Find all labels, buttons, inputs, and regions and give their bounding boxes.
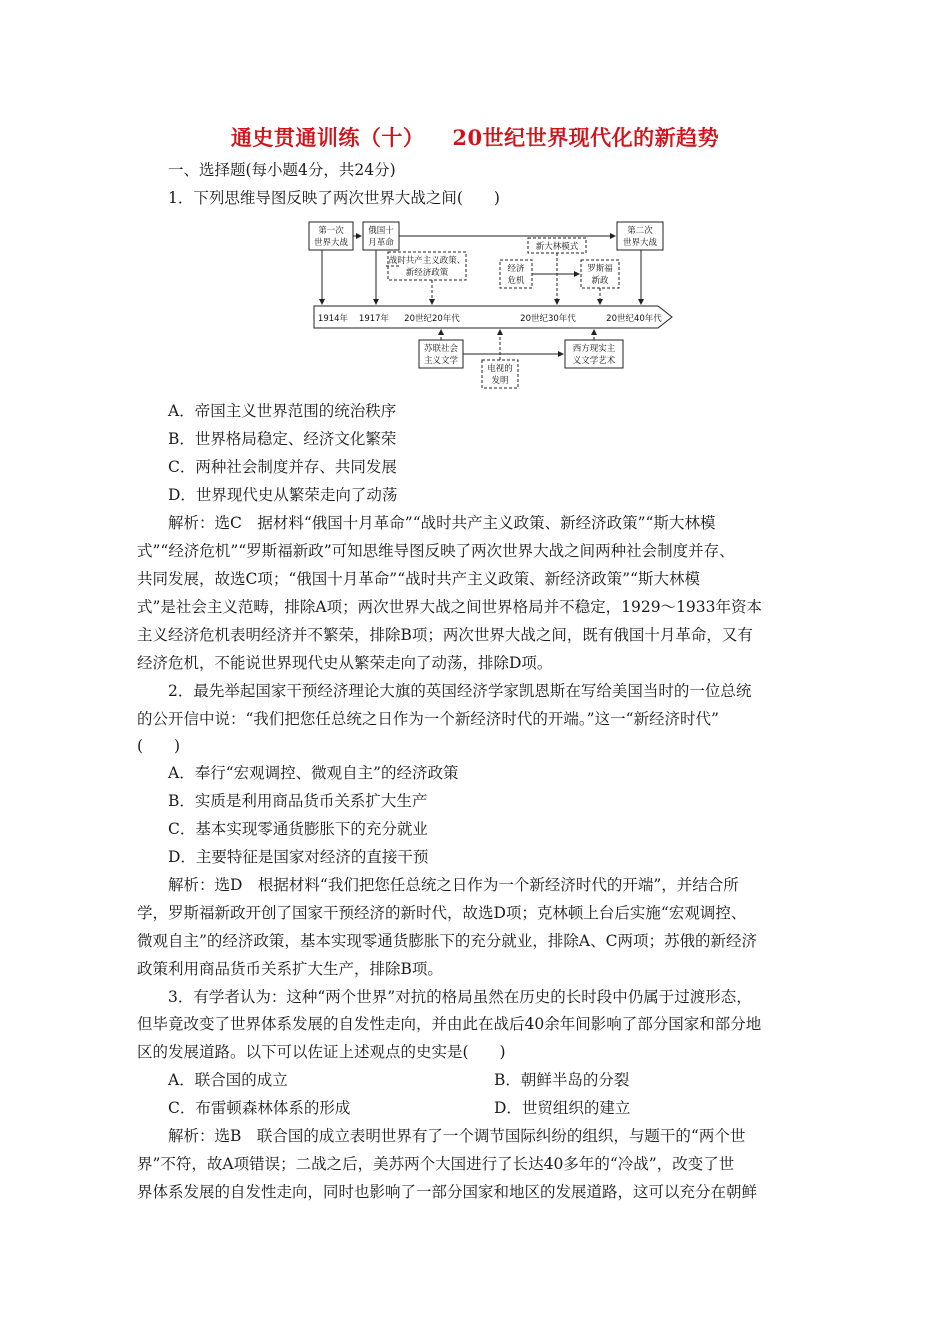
q2-option-b: B．实质是利用商品货币关系扩大生产: [168, 792, 428, 810]
mind-map-diagram: [300, 214, 680, 394]
q2-analysis-2: 学，罗斯福新政开创了国家干预经济的新时代，故选D项；克林顿上台后实施“宏观调控、: [137, 904, 747, 922]
q1-analysis-2: 式”“经济危机”“罗斯福新政”可知思维导图反映了两次世界大战之间两种社会制度并存、: [137, 542, 735, 560]
label-ww1-2: 世界大战: [313, 238, 349, 248]
label-west-lit-2: 义文学艺术: [572, 356, 616, 366]
q1-option-b: B．世界格局稳定、经济文化繁荣: [168, 430, 397, 448]
q1-analysis-6: 经济危机，不能说世界现代史从繁荣走向了动荡，排除D项。: [137, 654, 553, 672]
timeline-1914: 1914年: [317, 314, 349, 324]
label-roosevelt-1: 罗斯福: [587, 264, 613, 274]
q3-option-c: C．布雷顿森林体系的形成: [168, 1099, 351, 1117]
label-ww2-1: 第二次: [627, 226, 653, 236]
q3-option-d: D．世贸组织的建立: [494, 1099, 631, 1117]
label-soviet-lit-1: 苏联社会: [423, 344, 459, 354]
page-title: [0, 122, 950, 152]
q3-stem-1: 3．有学者认为：这种“两个世界”对抗的格局虽然在历史的长时段中仍属于过渡形态，: [168, 988, 752, 1006]
q2-stem-3: ( ): [137, 737, 181, 755]
q1-analysis-1: 解析：选C 据材料“俄国十月革命”“战时共产主义政策、新经济政策”“斯大林模: [168, 514, 716, 532]
q3-stem-3: 区的发展道路。以下可以佐证上述观点的史实是( ): [137, 1043, 506, 1061]
q1-option-d: D．世界现代史从繁荣走向了动荡: [168, 486, 398, 504]
label-tv-1: 电视的: [487, 364, 513, 374]
label-oct-2: 月革命: [368, 238, 394, 248]
q3-analysis-2: 界”不符，故A项错误；二战之后，美苏两个大国进行了长达40多年的“冷战”，改变了世: [137, 1155, 735, 1173]
label-roosevelt-2: 新政: [591, 276, 609, 286]
q1-stem: 1．下列思维导图反映了两次世界大战之间( ): [168, 189, 500, 207]
label-west-lit-1: 西方现实主: [572, 344, 616, 354]
label-ww2-2: 世界大战: [622, 238, 658, 248]
q1-analysis-3: 共同发展，故选C项；“俄国十月革命”“战时共产主义政策、新经济政策”“斯大林模: [137, 570, 700, 588]
q1-analysis-4: 式”是社会主义范畴，排除A项；两次世界大战之间世界格局并不稳定，1929～1933年资本: [137, 598, 763, 616]
q2-analysis-3: 微观自主”的经济政策，基本实现零通货膨胀下的充分就业，排除A、C两项；苏俄的新经济: [137, 932, 757, 950]
title-topic: 20世纪世界现代化的新趋势: [452, 125, 720, 150]
label-crisis-1: 经济: [507, 264, 525, 274]
q3-option-a: A．联合国的成立: [168, 1071, 288, 1089]
q2-stem-1: 2．最先举起国家干预经济理论大旗的英国经济学家凯恩斯在写给美国当时的一位总统: [168, 682, 752, 700]
label-warcomm-2: 新经济政策: [405, 268, 449, 278]
q1-analysis-5: 主义经济危机表明经济并不繁荣，排除B项；两次世界大战之间，既有俄国十月革命，又有: [137, 626, 753, 644]
timeline-1940s: 20世纪40年代: [606, 314, 662, 324]
q3-stem-2: 但毕竟改变了世界体系发展的自发性走向，并由此在战后40余年间影响了部分国家和部分地: [137, 1015, 762, 1033]
q2-analysis-1: 解析：选D 根据材料“我们把您任总统之日作为一个新经济时代的开端”，并结合所: [168, 876, 739, 894]
q2-option-d: D．主要特征是国家对经济的直接干预: [168, 848, 429, 866]
label-soviet-lit-2: 主义文学: [423, 356, 459, 366]
label-crisis-2: 危机: [507, 276, 525, 286]
q2-option-c: C．基本实现零通货膨胀下的充分就业: [168, 820, 428, 838]
timeline-1917: 1917年: [358, 314, 390, 324]
q1-option-a: A．帝国主义世界范围的统治秩序: [168, 402, 397, 420]
label-ww1-1: 第一次: [318, 226, 344, 236]
label-oct-1: 俄国十: [368, 226, 394, 236]
q1-option-c: C．两种社会制度并存、共同发展: [168, 458, 397, 476]
section-header: 一、选择题(每小题4分，共24分): [168, 161, 396, 179]
q2-stem-2: 的公开信中说：“我们把您任总统之日作为一个新经济时代的开端。”这一“新经济时代”: [137, 710, 719, 728]
title-series: 通史贯通训练（十）: [230, 125, 425, 150]
q3-analysis-1: 解析：选B 联合国的成立表明世界有了一个调节国际纠纷的组织，与题干的“两个世: [168, 1127, 746, 1145]
q2-option-a: A．奉行“宏观调控、微观自主”的经济政策: [168, 764, 459, 782]
q2-analysis-4: 政策利用商品货币关系扩大生产，排除B项。: [137, 960, 443, 978]
q3-analysis-3: 界体系发展的自发性走向，同时也影响了一部分国家和地区的发展道路，这可以充分在朝鲜: [137, 1183, 758, 1201]
label-stalin: 新大林模式: [535, 242, 579, 252]
label-warcomm-1: 战时共产主义政策、: [388, 256, 466, 266]
label-tv-2: 发明: [491, 376, 509, 386]
timeline-1930s: 20世纪30年代: [520, 314, 576, 324]
timeline-1920s: 20世纪20年代: [404, 314, 460, 324]
q3-option-b: B．朝鲜半岛的分裂: [494, 1071, 630, 1089]
